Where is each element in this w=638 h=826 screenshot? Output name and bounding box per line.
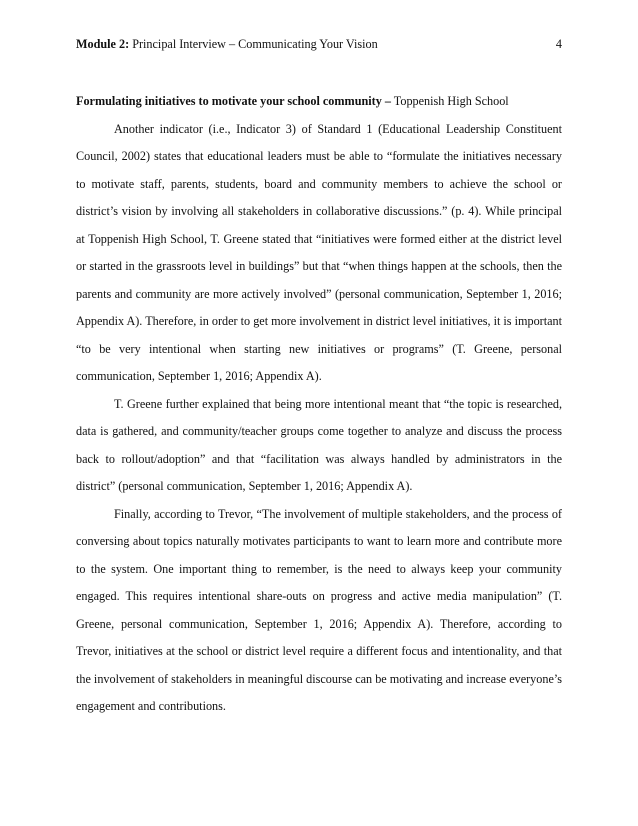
document-body [76, 88, 562, 721]
header-title [76, 37, 378, 51]
paragraph-1: Another indicator (i.e., Indicator 3) of Standard 1 (Educational Leadership Constituent Council, 2002) states that educational leaders must be able to “formulate the initiatives necessary to motivate staff, parents, students, board and community members to achieve the school or district’s vision by involving all stakeholders in collaborative discussions.” (p. 4). While principal at Toppenish High School, T. Greene stated that “initiatives were formed either at the district level or started in the grassroots level in buildings” but that “when things happen at the schools, then the parents and community are more actively involved” (personal communication, September 1, 2016; Appendix A). Therefore, in order to get more involvement in district level initiatives, it is important “to be very intentional when starting new initiatives or programs” (T. Greene, personal communication, September 1, 2016; Appendix A). [76, 121, 562, 383]
paragraph-3: Finally, according to Trevor, “The involvement of multiple stakeholders, and the process of conversing about topics naturally motivates participants to want to learn more and contribute more to the system. One important thing to remember, is the need to always keep your community engaged. This requires intentional share-outs on progress and active media manipulation” (T. Greene, personal communication, September 1, 2016; Appendix A). Therefore, according to Trevor, initiatives at the school or district level require a different focus and intentionality, and that the involvement of stakeholders in meaningful discourse can be motivating and increase everyone’s engagement and contributions. [76, 506, 562, 713]
section-heading [76, 88, 562, 116]
header-title-text: Principal Interview – Communicating Your Vision [132, 37, 378, 51]
section-heading-bold: Formulating initiatives to motivate your school community – [76, 94, 391, 108]
page-number: 4 [555, 37, 562, 51]
paragraph-2: T. Greene further explained that being more intentional meant that “the topic is researched, data is gathered, and community/teacher groups come together to analyze and discuss the process back to rollout/adoption” and that “facilitation was always handled by administrators in the district” (personal communication, September 1, 2016; Appendix A). [76, 396, 562, 493]
running-header [76, 36, 562, 52]
module-label: Module 2: [76, 37, 130, 51]
section-heading-rest: Toppenish High School [393, 94, 509, 108]
